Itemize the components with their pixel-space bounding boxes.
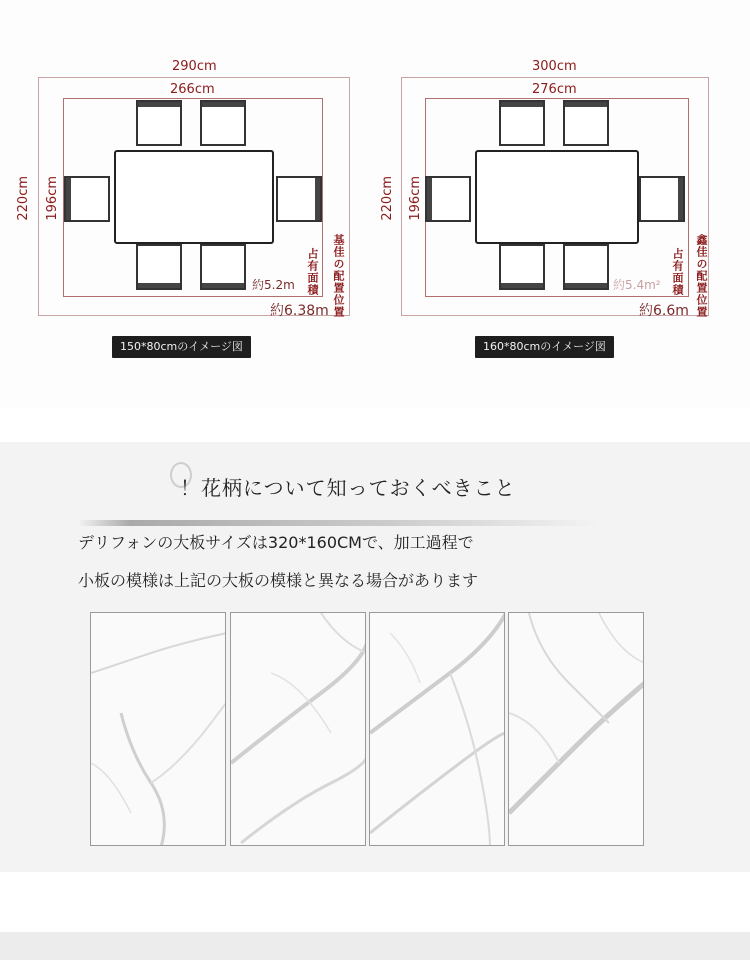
marble-slab-1 — [90, 612, 226, 846]
area-large-label: 約6.38m — [270, 303, 329, 319]
marble-slab-2 — [230, 612, 366, 846]
placement-label: 鑫佳の配置位置 — [695, 234, 708, 318]
dining-table — [114, 150, 274, 244]
marble-slab-4 — [508, 612, 644, 846]
caption-badge: 160*80cmのイメージ図 — [475, 336, 614, 358]
notice-line-1: デリフォンの大板サイズは320*160CMで、加工過程で — [78, 533, 474, 552]
inner-width-label: 276cm — [532, 82, 577, 97]
brush-stroke-divider — [78, 520, 598, 526]
notice-line-2: 小板の模様は上記の大板の模様と異なる場合があります — [78, 571, 479, 590]
outer-height-label: 220cm — [16, 176, 31, 221]
chair — [425, 176, 471, 222]
occupied-area-label: 占有面積 — [671, 248, 684, 296]
inner-height-label: 196cm — [408, 176, 423, 221]
placement-label: 基佳の配置位置 — [332, 234, 345, 318]
chair — [499, 100, 545, 146]
outer-width-label: 300cm — [532, 59, 577, 74]
chair — [639, 176, 685, 222]
chair — [136, 244, 182, 290]
notice-title: ！花柄について知っておくべきこと — [180, 476, 516, 500]
outer-width-label: 290cm — [172, 59, 217, 74]
chair — [563, 244, 609, 290]
chair — [276, 176, 322, 222]
chair — [200, 100, 246, 146]
outer-height-label: 220cm — [380, 176, 395, 221]
occupied-area-label: 占有面積 — [306, 248, 319, 296]
left-layout-diagram — [0, 0, 375, 408]
area-large-label: 約6.6m — [639, 303, 689, 319]
chair — [200, 244, 246, 290]
area-small-label: 約5.2m — [252, 278, 295, 292]
area-small-label: 約5.4m² — [613, 278, 661, 292]
dining-table — [475, 150, 639, 244]
chair — [563, 100, 609, 146]
chair — [499, 244, 545, 290]
section-gap — [0, 872, 750, 932]
inner-width-label: 266cm — [170, 82, 215, 97]
chair — [64, 176, 110, 222]
right-layout-diagram — [375, 0, 750, 408]
caption-badge: 150*80cmのイメージ図 — [112, 336, 251, 358]
section-gap — [0, 408, 750, 442]
chair — [136, 100, 182, 146]
next-section-band — [0, 932, 750, 960]
inner-height-label: 196cm — [45, 176, 60, 221]
marble-slab-3 — [369, 612, 505, 846]
